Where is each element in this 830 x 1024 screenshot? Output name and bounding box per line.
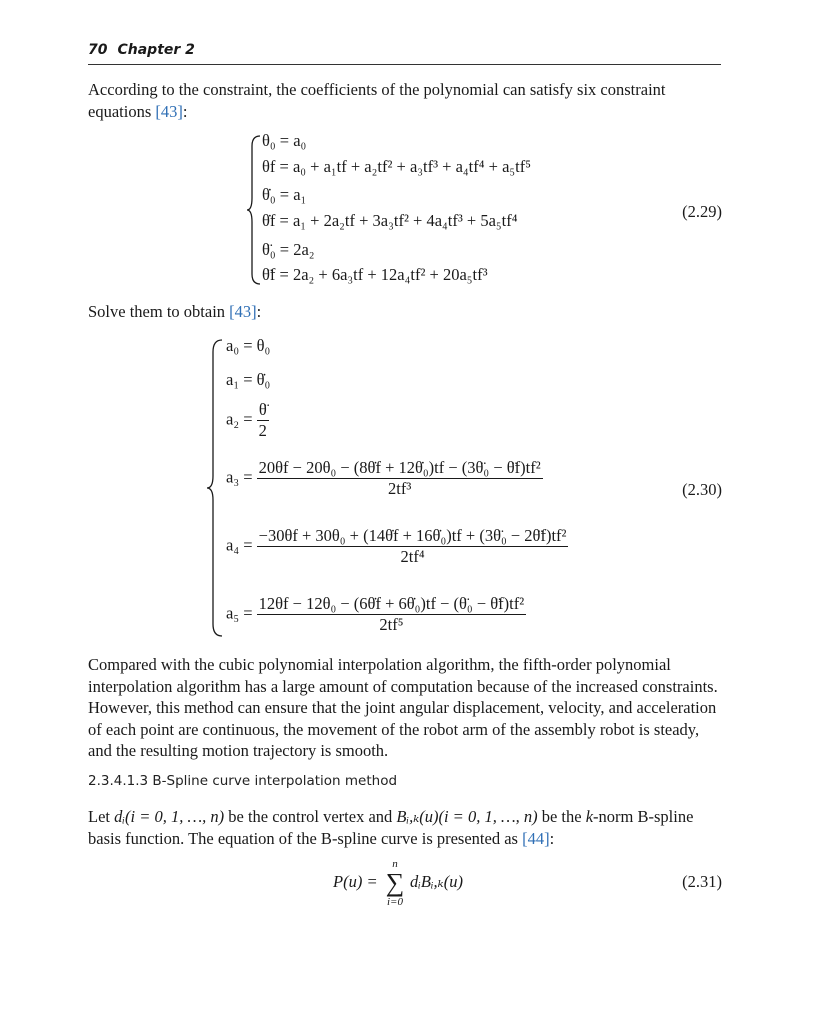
running-head [88, 42, 195, 58]
eq-2-29-row-3: θ̇₀ = a₁ [262, 185, 307, 204]
eq-2-31-rhs: dᵢBᵢ,ₖ(u) [410, 872, 463, 891]
bspline-text-b: be the control vertex and [224, 807, 397, 826]
control-vertex-symbol: dᵢ(i = 0, 1, …, n) [114, 807, 225, 826]
solve-end: : [256, 302, 262, 321]
intro-paragraph [88, 79, 723, 122]
a3-numerator: 20θf − 20θ₀ − (8θ̇f + 12θ̇₀)tf − (3θ̈₀ − θ̈f)tf² [258, 458, 541, 477]
intro-end: : [182, 101, 188, 121]
comparison-paragraph: Compared with the cubic polynomial interpolation algorithm, the fifth-order polynomial interpolation algorithm has a large amount of computation because of the increased constraints. However, this method can ensure that the joint angular displacement, velocity, and acceleration of each point are continuous, the movement of the robot arm of the assembly robot is steady, and the resulting motion trajectory is smooth. [88, 655, 718, 760]
eq-2-29-row-1: θ₀ = a₀ [262, 131, 307, 150]
a5-lhs: a₅ = [226, 603, 253, 623]
eq-a4 [226, 526, 568, 567]
eq-2-29-row-6: θ̈f = 2a₂ + 6a₃tf + 12a₄tf² + 20a₅tf³ [262, 265, 488, 284]
eq-2-31-lhs: P(u) = [333, 872, 378, 891]
intro-text: According to the constraint, the coefficients of the polynomial can satisfy six constraint equations [88, 80, 666, 121]
sum-lower-limit: i=0 [387, 896, 403, 908]
basis-function-symbol: Bᵢ,ₖ(u)(i = 0, 1, …, n) [396, 807, 538, 826]
a4-numerator: −30θf + 30θ₀ + (14θ̇f + 16θ̇₀)tf + (3θ̈₀ − 2θ̈f)tf² [258, 526, 567, 545]
eq-2-29-row-5: θ̈₀ = 2a₂ [262, 240, 315, 259]
eq-a5 [226, 594, 526, 635]
section-heading: 2.3.4.1.3 B-Spline curve interpolation method [88, 773, 398, 789]
left-brace-icon [246, 134, 262, 286]
chapter-label: Chapter 2 [117, 42, 195, 58]
equation-number-2-30: (2.30) [682, 480, 722, 499]
a5-fraction [257, 594, 527, 635]
a2-lhs: a₂ = [226, 409, 253, 429]
solve-text: Solve them to obtain [88, 302, 230, 321]
k-symbol: k [585, 807, 594, 826]
eq-2-29-row-4: θ̇f = a₁ + 2a₂tf + 3a₃tf² + 4a₄tf³ + 5a₅tf⁴ [262, 211, 518, 230]
bspline-paragraph [88, 806, 723, 849]
equation-number-2-29: (2.29) [682, 202, 722, 221]
a5-numerator: 12θf − 12θ₀ − (6θ̇f + 6θ̇₀)tf − (θ̈₀ − θ̈f)tf² [258, 594, 525, 613]
bspline-end: : [549, 828, 555, 848]
a2-denominator: 2 [258, 421, 267, 440]
page-header [88, 39, 721, 65]
a4-lhs: a₄ = [226, 535, 253, 555]
summation [384, 858, 406, 908]
a3-denominator: 2tf³ [388, 479, 412, 498]
a2-numerator: θ̈ [257, 400, 269, 421]
eq-a0: a₀ = θ₀ [226, 336, 271, 355]
equation-number-2-31: (2.31) [682, 872, 722, 891]
citation-link[interactable]: [43] [155, 101, 183, 121]
a4-fraction [257, 526, 569, 567]
eq-a1: a₁ = θ̇₀ [226, 370, 271, 389]
header-rule [88, 64, 721, 65]
citation-link[interactable]: [44] [522, 828, 550, 848]
page-number: 70 [88, 42, 108, 58]
a4-denominator: 2tf⁴ [400, 547, 425, 566]
sum-upper-limit: n [392, 858, 398, 870]
sigma-icon: ∑ [385, 868, 405, 897]
left-brace-icon [206, 338, 224, 638]
a3-lhs: a₃ = [226, 467, 253, 487]
eq-a3 [226, 458, 543, 499]
citation-link[interactable]: [43] [229, 302, 257, 321]
a3-fraction [257, 458, 543, 499]
a5-denominator: 2tf⁵ [379, 615, 404, 634]
bspline-text-a: Let [88, 807, 115, 826]
eq-2-29-row-2: θf = a₀ + a₁tf + a₂tf² + a₃tf³ + a₄tf⁴ + a₅tf⁵ [262, 157, 531, 176]
bspline-text-c: be the [537, 807, 586, 826]
solve-paragraph [88, 301, 723, 323]
a2-fraction [257, 400, 269, 441]
eq-a2 [226, 400, 269, 441]
bspline-text-d: -norm B-spline basis function. The equation of the B-spline curve is presented as [88, 807, 694, 848]
